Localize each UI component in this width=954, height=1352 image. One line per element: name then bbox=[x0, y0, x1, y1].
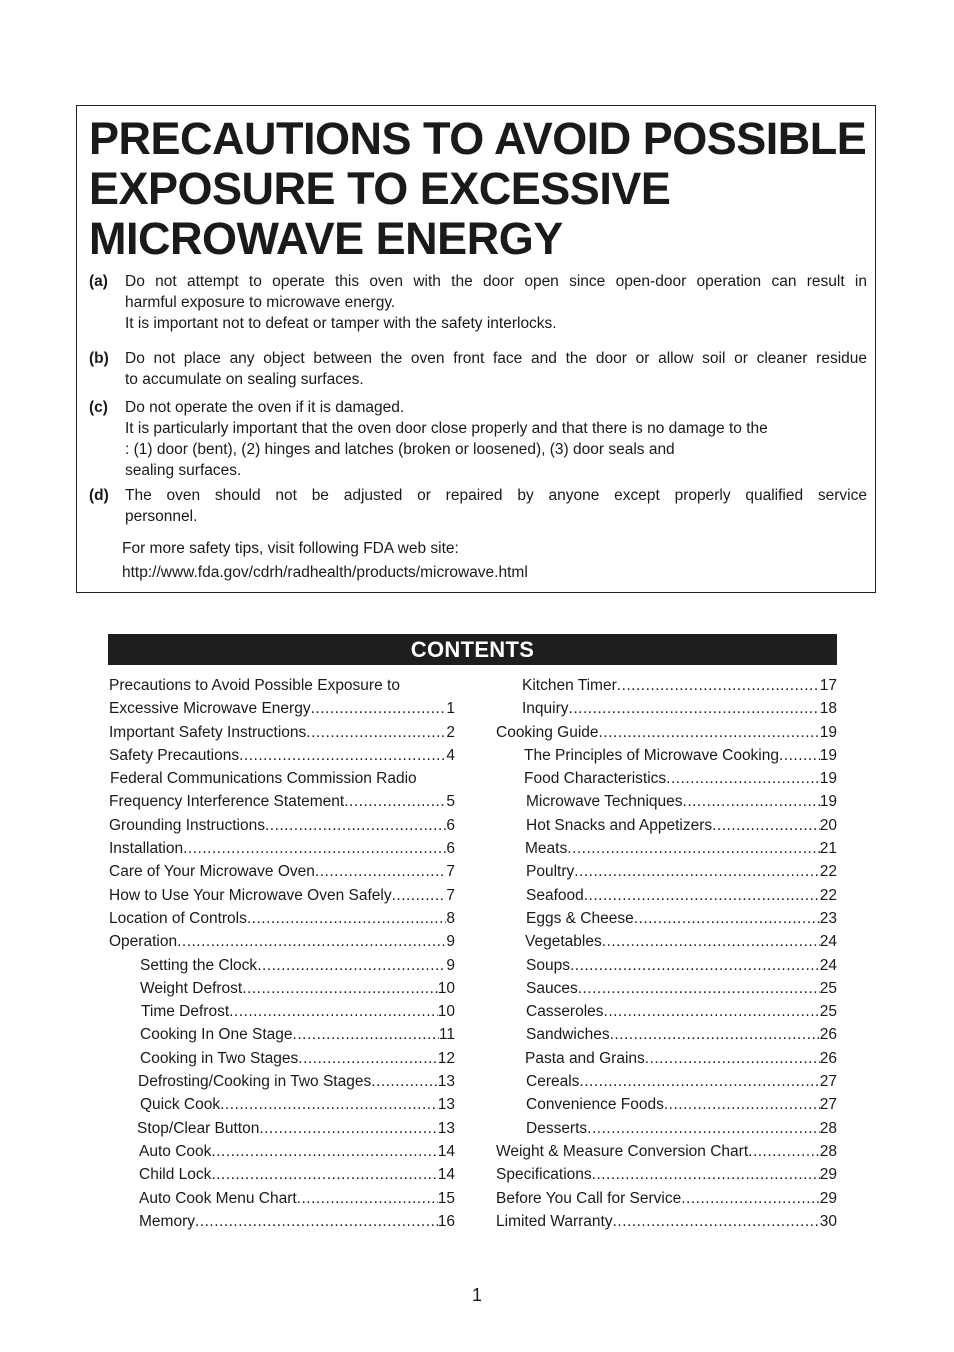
toc-entry-page: 19 bbox=[819, 793, 837, 811]
toc-entry[interactable] bbox=[109, 837, 455, 860]
toc-entry-page: 5 bbox=[446, 793, 455, 811]
item-label: (a) bbox=[89, 273, 108, 290]
toc-dot-leader bbox=[259, 1117, 437, 1140]
toc-dot-leader bbox=[247, 907, 447, 930]
toc-entry-title: Precautions to Avoid Possible Exposure to bbox=[109, 677, 400, 694]
toc-dot-leader bbox=[344, 790, 446, 813]
item-line: to accumulate on sealing surfaces. bbox=[125, 371, 364, 388]
toc-entry-page: 4 bbox=[446, 746, 455, 764]
toc-right-column bbox=[496, 674, 837, 1233]
toc-entry[interactable] bbox=[109, 1070, 455, 1093]
title-line: PRECAUTIONS TO AVOID POSSIBLE bbox=[89, 113, 867, 164]
toc-entry-page: 13 bbox=[437, 1096, 455, 1114]
toc-entry[interactable] bbox=[109, 1023, 455, 1046]
toc-dot-leader bbox=[570, 954, 820, 977]
toc-entry-page: 29 bbox=[819, 1166, 837, 1184]
toc-entry-page: 19 bbox=[819, 746, 837, 764]
toc-entry[interactable] bbox=[109, 1047, 455, 1070]
item-line: harmful exposure to microwave energy. bbox=[125, 294, 396, 311]
toc-entry[interactable] bbox=[496, 790, 837, 813]
toc-dot-leader bbox=[315, 860, 446, 883]
toc-entry-page: 6 bbox=[446, 840, 455, 858]
toc-entry[interactable] bbox=[109, 1140, 455, 1163]
toc-entry-title: Auto Cook Menu Chart bbox=[139, 1189, 297, 1207]
toc-entry-title: Specifications bbox=[496, 1166, 592, 1184]
toc-dot-leader bbox=[574, 860, 820, 883]
toc-entry-title: Before You Call for Service bbox=[496, 1189, 682, 1207]
toc-entry[interactable] bbox=[109, 1187, 455, 1210]
toc-dot-leader bbox=[617, 674, 820, 697]
toc-entry-title: Memory bbox=[139, 1212, 195, 1230]
item-line: : (1) door (bent), (2) hinges and latches (broken or loosened), (3) door seals and bbox=[125, 441, 675, 458]
toc-entry[interactable] bbox=[496, 744, 837, 767]
toc-entry-page: 25 bbox=[819, 1003, 837, 1021]
toc-entry-title: Cooking In One Stage bbox=[140, 1026, 293, 1044]
toc-entry-title: Vegetables bbox=[525, 933, 602, 951]
toc-dot-leader bbox=[748, 1140, 820, 1163]
toc-entry[interactable] bbox=[496, 930, 837, 953]
toc-entry[interactable] bbox=[496, 1000, 837, 1023]
toc-entry[interactable] bbox=[496, 1187, 837, 1210]
toc-entry-title: Federal Communications Commission Radio bbox=[110, 770, 417, 788]
toc-entry-page: 9 bbox=[446, 956, 455, 974]
toc-entry[interactable] bbox=[109, 814, 455, 837]
toc-entry[interactable] bbox=[109, 721, 455, 744]
toc-entry-page: 22 bbox=[819, 886, 837, 904]
toc-dot-leader bbox=[681, 1187, 820, 1210]
toc-entry[interactable] bbox=[109, 930, 455, 953]
toc-entry-title: Limited Warranty bbox=[496, 1212, 613, 1230]
toc-entry-page: 22 bbox=[819, 863, 837, 881]
toc-entry[interactable] bbox=[109, 1093, 455, 1116]
item-line: Do not place any object between the oven front face and the door or allow soil or cleaner residue bbox=[125, 350, 867, 367]
toc-entry[interactable] bbox=[109, 674, 455, 697]
toc-dot-leader bbox=[602, 930, 820, 953]
toc-entry-page: 17 bbox=[819, 677, 837, 694]
toc-entry-page: 19 bbox=[819, 723, 837, 741]
toc-entry-title: Time Defrost bbox=[141, 1003, 230, 1021]
toc-entry[interactable] bbox=[496, 1140, 837, 1163]
toc-entry-page: 28 bbox=[819, 1119, 837, 1137]
toc-dot-leader bbox=[311, 697, 447, 720]
toc-dot-leader bbox=[664, 1093, 820, 1116]
toc-entry-title: Quick Cook bbox=[140, 1096, 221, 1114]
toc-entry-title: Cooking Guide bbox=[496, 723, 599, 741]
toc-entry-page: 24 bbox=[819, 933, 837, 951]
item-line: Do not attempt to operate this oven with the door open since open-door operation can result in bbox=[125, 273, 867, 290]
toc-dot-leader bbox=[257, 954, 446, 977]
toc-dot-leader bbox=[712, 814, 820, 837]
toc-dot-leader bbox=[779, 744, 820, 767]
toc-entry-title: Setting the Clock bbox=[140, 956, 258, 974]
toc-entry[interactable] bbox=[496, 977, 837, 1000]
fda-intro: For more safety tips, visit following FDA web site: bbox=[122, 540, 459, 557]
toc-entry-title: Excessive Microwave Energy bbox=[109, 700, 311, 718]
toc-entry[interactable] bbox=[109, 697, 455, 720]
toc-entry[interactable] bbox=[496, 697, 837, 720]
fda-link[interactable]: http://www.fda.gov/cdrh/radhealth/products/microwave.html bbox=[122, 564, 528, 581]
title-line: MICROWAVE ENERGY bbox=[89, 213, 563, 264]
item-label: (b) bbox=[89, 350, 109, 367]
toc-entry-title: The Principles of Microwave Cooking bbox=[524, 746, 779, 764]
toc-entry-title: Meats bbox=[525, 840, 568, 858]
toc-entry-page: 2 bbox=[446, 723, 455, 741]
toc-entry-page: 29 bbox=[819, 1189, 837, 1207]
toc-entry-title: How to Use Your Microwave Oven Safely bbox=[109, 886, 392, 904]
toc-dot-leader bbox=[220, 1093, 438, 1116]
toc-dot-leader bbox=[567, 837, 820, 860]
toc-entry-title: Defrosting/Cooking in Two Stages bbox=[138, 1073, 372, 1091]
toc-entry-page: 1 bbox=[446, 700, 455, 718]
toc-entry-page: 28 bbox=[819, 1142, 837, 1160]
toc-entry[interactable] bbox=[109, 767, 455, 790]
toc-entry-page: 15 bbox=[437, 1189, 455, 1207]
page-number: 1 bbox=[471, 1285, 482, 1305]
toc-entry-title: Location of Controls bbox=[109, 909, 247, 927]
toc-entry[interactable] bbox=[109, 977, 455, 1000]
toc-entry-title: Auto Cook bbox=[139, 1142, 212, 1160]
toc-entry-page: 30 bbox=[819, 1212, 837, 1230]
toc-dot-leader bbox=[239, 744, 446, 767]
toc-dot-leader bbox=[211, 1163, 437, 1186]
toc-entry-title: Kitchen Timer bbox=[522, 677, 617, 694]
toc-entry-page: 14 bbox=[437, 1166, 455, 1184]
toc-entry[interactable] bbox=[109, 790, 455, 813]
toc-entry-title: Seafood bbox=[526, 886, 584, 904]
toc-dot-leader bbox=[584, 884, 820, 907]
toc-entry-title: Grounding Instructions bbox=[109, 816, 265, 834]
toc-entry[interactable] bbox=[496, 1070, 837, 1093]
toc-entry-title: Microwave Techniques bbox=[526, 793, 683, 811]
toc-entry-title: Soups bbox=[526, 956, 570, 974]
toc-dot-leader bbox=[683, 790, 820, 813]
toc-dot-leader bbox=[610, 1023, 820, 1046]
toc-entry[interactable] bbox=[496, 1210, 837, 1233]
toc-entry-page: 26 bbox=[819, 1026, 837, 1044]
toc-entry-title: Hot Snacks and Appetizers bbox=[526, 816, 713, 834]
toc-entry[interactable] bbox=[496, 674, 837, 697]
toc-entry[interactable] bbox=[496, 954, 837, 977]
toc-entry-title: Desserts bbox=[526, 1119, 588, 1137]
toc-entry[interactable] bbox=[109, 1117, 455, 1140]
toc-dot-leader bbox=[211, 1140, 437, 1163]
toc-entry-page: 13 bbox=[437, 1073, 455, 1091]
toc-entry-page: 16 bbox=[437, 1212, 455, 1230]
toc-entry-page: 27 bbox=[819, 1096, 837, 1114]
item-line: sealing surfaces. bbox=[125, 462, 242, 479]
toc-entry[interactable] bbox=[109, 744, 455, 767]
toc-entry[interactable] bbox=[496, 837, 837, 860]
title-line: EXPOSURE TO EXCESSIVE bbox=[89, 163, 671, 214]
toc-entry-page: 14 bbox=[437, 1142, 455, 1160]
toc-entry-title: Cereals bbox=[526, 1073, 580, 1091]
toc-dot-leader bbox=[579, 1070, 819, 1093]
precautions-box bbox=[76, 105, 876, 593]
toc-entry-title: Frequency Interference Statement bbox=[109, 793, 345, 811]
toc-entry[interactable] bbox=[496, 860, 837, 883]
toc-dot-leader bbox=[392, 884, 447, 907]
toc-entry-title: Cooking in Two Stages bbox=[140, 1049, 299, 1067]
item-label: (c) bbox=[89, 399, 108, 416]
toc-entry-title: Sandwiches bbox=[526, 1026, 610, 1044]
toc-entry[interactable] bbox=[109, 1210, 455, 1233]
toc-dot-leader bbox=[298, 1047, 437, 1070]
toc-entry-page: 11 bbox=[438, 1026, 455, 1044]
toc-entry-page: 27 bbox=[819, 1073, 837, 1091]
toc-dot-leader bbox=[293, 1023, 439, 1046]
toc-entry-title: Care of Your Microwave Oven bbox=[109, 863, 315, 881]
toc-entry-page: 6 bbox=[446, 816, 455, 834]
toc-left-column bbox=[109, 674, 455, 1233]
toc-entry-page: 23 bbox=[819, 909, 837, 927]
toc-dot-leader bbox=[183, 837, 446, 860]
toc-dot-leader bbox=[306, 721, 446, 744]
toc-dot-leader bbox=[195, 1210, 438, 1233]
toc-entry-page: 19 bbox=[819, 770, 837, 788]
toc-entry-page: 10 bbox=[437, 979, 455, 997]
toc-entry-title: Eggs & Cheese bbox=[526, 909, 634, 927]
toc-entry-title: Installation bbox=[109, 840, 184, 858]
toc-dot-leader bbox=[645, 1047, 820, 1070]
toc-entry[interactable] bbox=[496, 1117, 837, 1140]
toc-entry-page: 26 bbox=[819, 1049, 837, 1067]
toc-entry[interactable] bbox=[496, 1023, 837, 1046]
toc-entry-page: 21 bbox=[819, 840, 837, 858]
toc-entry[interactable] bbox=[496, 1047, 837, 1070]
toc-entry-page: 7 bbox=[446, 863, 455, 881]
toc-entry-page: 24 bbox=[819, 956, 837, 974]
toc-dot-leader bbox=[242, 977, 438, 1000]
toc-dot-leader bbox=[604, 1000, 820, 1023]
item-line: Do not operate the oven if it is damaged. bbox=[125, 399, 405, 416]
item-line: It is important not to defeat or tamper with the safety interlocks. bbox=[125, 315, 557, 332]
toc-entry[interactable] bbox=[496, 1163, 837, 1186]
toc-entry-title: Important Safety Instructions bbox=[109, 723, 307, 741]
toc-entry-title: Poultry bbox=[526, 863, 575, 881]
item-label: (d) bbox=[89, 487, 109, 504]
item-line: personnel. bbox=[125, 508, 198, 525]
toc-entry[interactable] bbox=[109, 954, 455, 977]
toc-entry-page: 13 bbox=[437, 1119, 455, 1137]
toc-entry[interactable] bbox=[109, 907, 455, 930]
toc-entry-title: Inquiry bbox=[522, 700, 569, 718]
toc-dot-leader bbox=[599, 721, 820, 744]
toc-entry-page: 10 bbox=[437, 1003, 455, 1021]
toc-entry[interactable] bbox=[496, 1093, 837, 1116]
toc-dot-leader bbox=[613, 1210, 820, 1233]
toc-entry-title: Weight Defrost bbox=[140, 979, 243, 997]
toc-dot-leader bbox=[569, 697, 820, 720]
toc-entry[interactable] bbox=[109, 884, 455, 907]
toc-dot-leader bbox=[587, 1117, 820, 1140]
toc-entry-title: Stop/Clear Button bbox=[137, 1119, 260, 1137]
toc-dot-leader bbox=[371, 1070, 438, 1093]
toc-dot-leader bbox=[297, 1187, 438, 1210]
toc-entry-title: Sauces bbox=[526, 979, 578, 997]
contents-heading: CONTENTS bbox=[108, 634, 837, 665]
toc-entry[interactable] bbox=[496, 884, 837, 907]
toc-entry[interactable] bbox=[496, 814, 837, 837]
toc-entry[interactable] bbox=[496, 721, 837, 744]
toc-entry-title: Food Characteristics bbox=[524, 770, 667, 788]
toc-entry[interactable] bbox=[109, 1000, 455, 1023]
toc-dot-leader bbox=[229, 1000, 438, 1023]
toc-entry[interactable] bbox=[109, 1163, 455, 1186]
toc-entry[interactable] bbox=[109, 860, 455, 883]
toc-entry-title: Safety Precautions bbox=[109, 746, 240, 764]
toc-entry-page: 18 bbox=[819, 700, 837, 718]
toc-dot-leader bbox=[592, 1163, 820, 1186]
toc-dot-leader bbox=[666, 767, 820, 790]
item-line: It is particularly important that the oven door close properly and that there is no damage to the bbox=[125, 420, 768, 437]
toc-dot-leader bbox=[634, 907, 820, 930]
toc-entry-title: Operation bbox=[109, 933, 178, 951]
toc-entry-title: Convenience Foods bbox=[526, 1096, 664, 1114]
toc-entry-title: Child Lock bbox=[139, 1166, 212, 1184]
toc-entry-title: Casseroles bbox=[526, 1003, 604, 1021]
toc-entry-title: Weight & Measure Conversion Chart bbox=[496, 1142, 749, 1160]
toc-entry-title: Pasta and Grains bbox=[525, 1049, 645, 1067]
page-title bbox=[89, 114, 869, 264]
toc-entry-page: 8 bbox=[446, 909, 455, 927]
toc-entry[interactable] bbox=[496, 767, 837, 790]
item-line: The oven should not be adjusted or repaired by anyone except properly qualified service bbox=[125, 487, 867, 504]
toc-dot-leader bbox=[578, 977, 820, 1000]
toc-entry[interactable] bbox=[496, 907, 837, 930]
toc-dot-leader bbox=[265, 814, 446, 837]
toc-entry-page: 20 bbox=[819, 816, 837, 834]
toc-entry-page: 12 bbox=[437, 1049, 455, 1067]
toc-entry-page: 9 bbox=[446, 933, 455, 951]
toc-entry-page: 25 bbox=[819, 979, 837, 997]
toc-dot-leader bbox=[177, 930, 446, 953]
toc-entry-page: 7 bbox=[446, 886, 455, 904]
